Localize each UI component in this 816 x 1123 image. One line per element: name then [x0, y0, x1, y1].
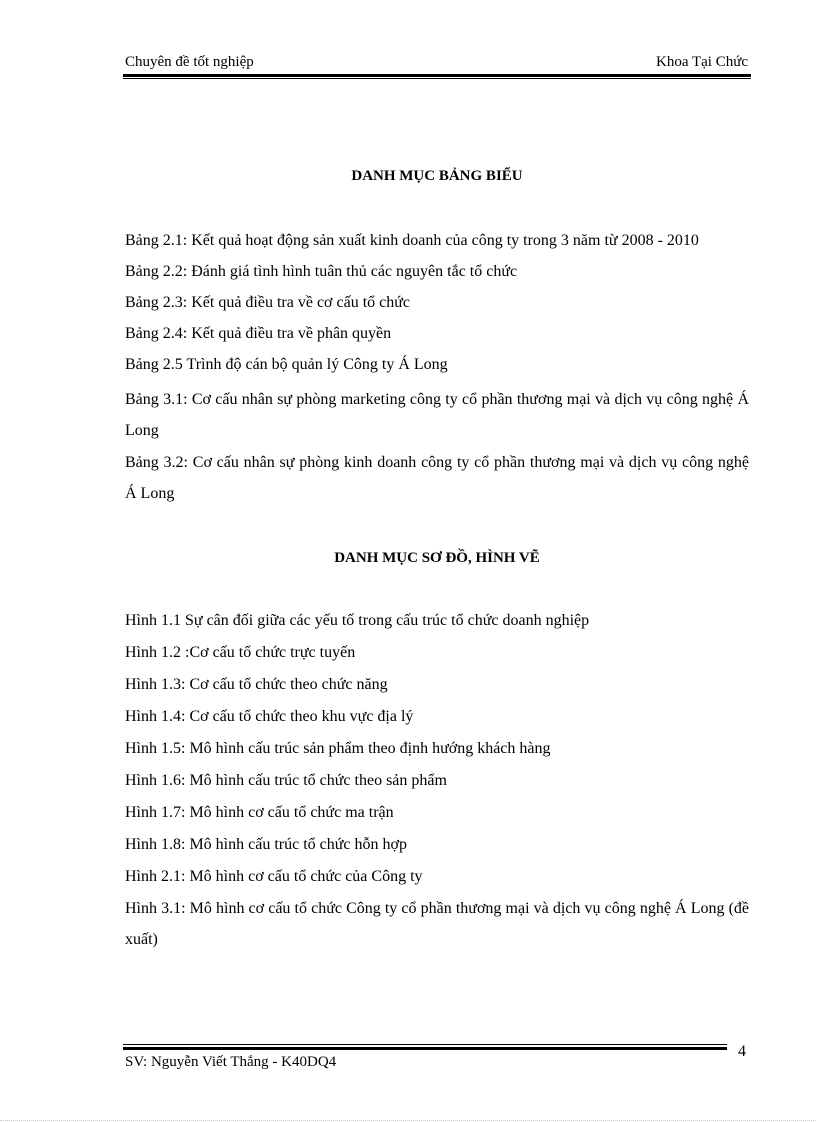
page-number: 4: [738, 1043, 746, 1060]
footer-student-info: SV: Nguyễn Viết Thắng - K40DQ4: [125, 1054, 337, 1070]
table-list-item: Bảng 2.2: Đánh giá tình hình tuân thủ các nguyên tắc tổ chức: [125, 263, 518, 280]
figure-list-item: Hình 3.1: Mô hình cơ cấu tổ chức Công ty cổ phần thương mại và dịch vụ công nghệ Á Long (đề xuất): [125, 900, 749, 948]
figures-section-title: DANH MỤC SƠ ĐỒ, HÌNH VẼ: [334, 550, 540, 566]
table-list-item: Bảng 3.2: Cơ cấu nhân sự phòng kinh doanh công ty cổ phần thương mại và dịch vụ công nghệ Á Long: [125, 454, 749, 502]
figure-list-item: Hình 1.1 Sự cân đối giữa các yếu tố trong cấu trúc tổ chức doanh nghiệp: [125, 612, 590, 629]
figure-list-item: Hình 1.8: Mô hình cấu trúc tổ chức hỗn hợp: [125, 836, 407, 853]
figure-list-item: Hình 1.4: Cơ cấu tổ chức theo khu vực địa lý: [125, 708, 414, 725]
footer-divider: [123, 1047, 727, 1050]
header-course-title: Chuyên đề tốt nghiệp: [125, 54, 254, 70]
footer-divider-thin: [123, 1044, 727, 1045]
tables-section-title: DANH MỤC BẢNG BIỂU: [351, 168, 523, 184]
table-list-item: Bảng 2.1: Kết quả hoạt động sản xuất kinh doanh của công ty trong 3 năm từ 2008 - 2010: [125, 232, 699, 249]
figure-list-item: Hình 1.7: Mô hình cơ cấu tổ chức ma trận: [125, 804, 394, 821]
figure-list-item: Hình 1.6: Mô hình cấu trúc tổ chức theo sản phẩm: [125, 772, 447, 789]
table-list-item: Bảng 2.3: Kết quả điều tra về cơ cấu tổ chức: [125, 294, 411, 311]
header-faculty: Khoa Tại Chức: [656, 54, 748, 70]
figure-list-item: Hình 1.3: Cơ cấu tổ chức theo chức năng: [125, 676, 388, 693]
figure-list-item: Hình 1.5: Mô hình cấu trúc sản phẩm theo định hướng khách hàng: [125, 740, 551, 757]
header-divider: [123, 74, 751, 77]
table-list-item: Bảng 2.4: Kết quả điều tra về phân quyền: [125, 325, 392, 342]
table-list-item: Bảng 2.5 Trình độ cán bộ quản lý Công ty Á Long: [125, 356, 448, 373]
figure-list-item: Hình 2.1: Mô hình cơ cấu tổ chức của Công ty: [125, 868, 423, 885]
page-header: [125, 52, 750, 74]
page-edge-divider: [0, 1120, 816, 1121]
table-list-item: Bảng 3.1: Cơ cấu nhân sự phòng marketing công ty cổ phần thương mại và dịch vụ công nghệ Á Long: [125, 391, 749, 439]
figure-list-item: Hình 1.2 :Cơ cấu tổ chức trực tuyến: [125, 644, 356, 661]
header-divider-thin: [123, 78, 751, 79]
